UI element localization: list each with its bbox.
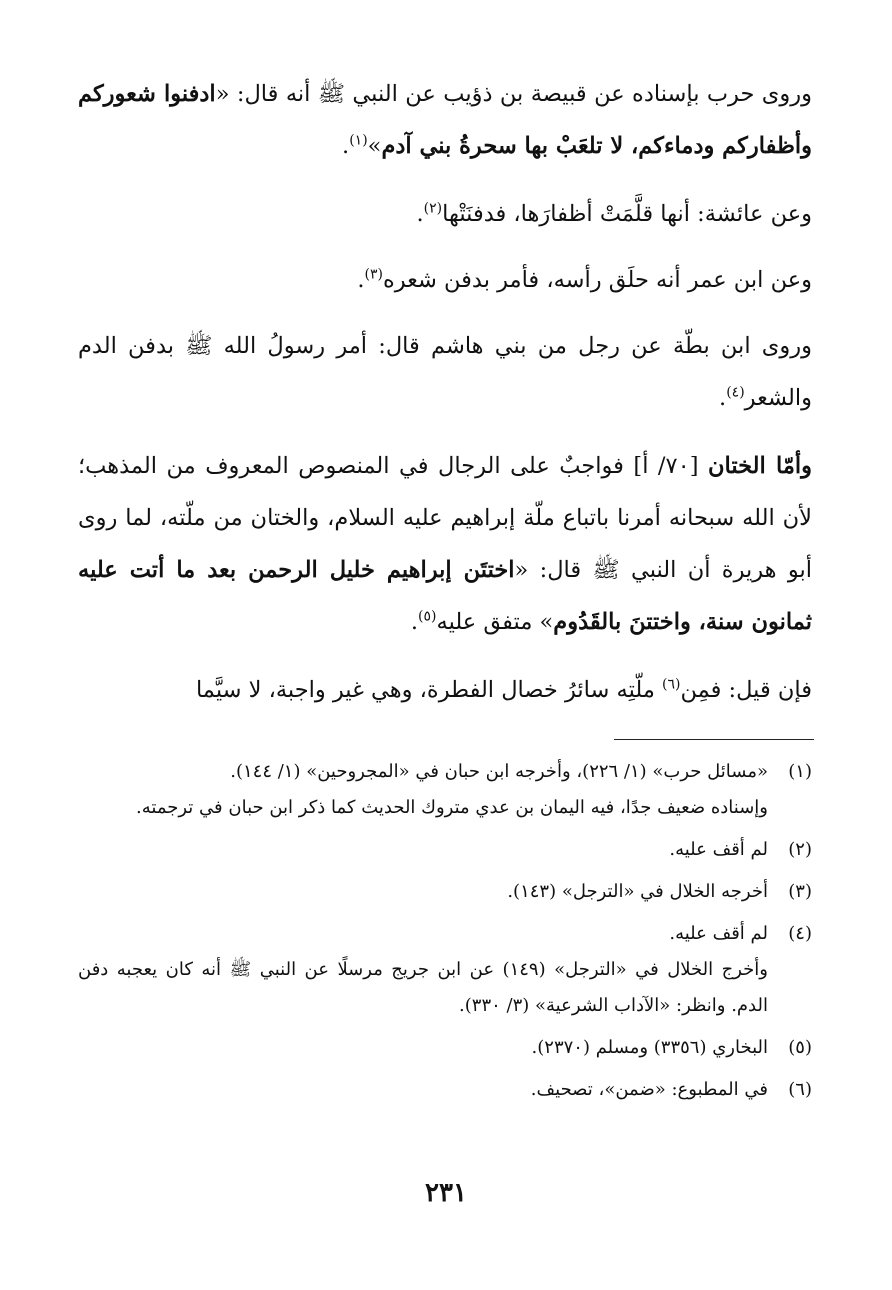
paragraph-ibn-batta xyxy=(78,320,812,424)
page-number: ٢٣١ xyxy=(425,1178,467,1208)
period: . xyxy=(719,385,727,411)
footnote-line: البخاري (٣٣٥٦) ومسلم (٢٣٧٠). xyxy=(531,1037,768,1058)
footnote-line: وأخرج الخلال في «الترجل» (١٤٩) عن ابن جريج مرسلًا عن النبي ﷺ أنه كان يعجبه دفن الدم. وانظر: «الآداب الشرعية» (٣/ ٣٣٠). xyxy=(78,959,768,1016)
hadith-quote: اختتَن إبراهيم خليل الرحمن بعد ما أتت عليه ثمانون سنة، واختتنَ بالقَدُوم xyxy=(78,557,812,635)
section-heading: وأمّا الختان xyxy=(707,453,812,479)
footnote-number: (١) xyxy=(788,761,812,782)
text: » متفق عليه xyxy=(436,609,554,635)
footnote-ref[interactable]: (٤) xyxy=(726,384,745,401)
footnote-ref[interactable]: (٦) xyxy=(662,676,681,693)
footnote-line: في المطبوع: «ضمن»، تصحيف. xyxy=(530,1079,768,1100)
quote-close: » xyxy=(367,133,382,159)
footnote-number: (٥) xyxy=(788,1037,812,1058)
text: وروى ابن بطّة عن رجل من بني هاشم قال: أمر رسولُ الله ﷺ بدفن الدم والشعر xyxy=(78,333,812,411)
footnote-divider xyxy=(614,739,814,740)
paragraph-ibn-umar xyxy=(78,254,812,306)
text: وعن ابن عمر أنه حلَق رأسه، فأمر بدفن شعره xyxy=(382,267,812,293)
footnote-line: أخرجه الخلال في «الترجل» (١٤٣). xyxy=(507,881,768,902)
footnote-ref[interactable]: (٢) xyxy=(423,200,443,217)
footnote-number: (٣) xyxy=(788,881,812,902)
period: . xyxy=(410,609,419,635)
footnote-6 xyxy=(78,1072,812,1108)
footnote-4 xyxy=(78,916,812,1024)
footnote-ref[interactable]: (٥) xyxy=(418,608,437,625)
paragraph-circumcision xyxy=(78,440,812,648)
period: . xyxy=(342,133,350,159)
text: فإن قيل: فمِن xyxy=(680,677,812,703)
hadith-quote: ادفنوا شعوركم وأظفاركم ودماءكم، لا تلعَبْ بها سحرةُ بني آدم xyxy=(78,81,812,159)
footnote-2 xyxy=(78,832,812,868)
footnote-ref[interactable]: (١) xyxy=(349,132,368,149)
footnote-line: لم أقف عليه. xyxy=(669,839,768,860)
text: [٧٠/ أ] فواجبٌ على الرجال في المنصوص المعروف من المذهب؛ لأن الله سبحانه أمرنا باتباع ملّة إبراهيم عليه السلام، والختان من ملّته، لما روى أبو هريرة أن النبي ﷺ قال: « xyxy=(78,453,812,583)
text: وعن عائشة: أنها قلَّمَتْ أظفارَها، فدفنَتْها xyxy=(442,201,812,227)
period: . xyxy=(357,267,365,293)
footnote-1 xyxy=(78,754,812,826)
text: وروى حرب بإسناده عن قبيصة بن ذؤيب عن النبي ﷺ أنه قال: « xyxy=(215,81,813,107)
footnotes xyxy=(78,754,812,1114)
footnote-5 xyxy=(78,1030,812,1066)
main-text xyxy=(78,68,812,732)
paragraph-aisha xyxy=(78,188,812,240)
paragraph-objection xyxy=(78,664,812,716)
footnote-line: لم أقف عليه. xyxy=(669,923,768,944)
footnote-line: وإسناده ضعيف جدًا، فيه اليمان بن عدي متروك الحديث كما ذكر ابن حبان في ترجمته. xyxy=(136,797,768,818)
footnote-line: «مسائل حرب» (١/ ٢٢٦)، وأخرجه ابن حبان في «المجروحين» (١/ ١٤٤). xyxy=(230,761,768,782)
footnote-number: (٦) xyxy=(788,1079,812,1100)
period: . xyxy=(416,201,424,227)
footnote-number: (٤) xyxy=(788,923,812,944)
text: ملّتِه سائرُ خصال الفطرة، وهي غير واجبة، لا سيَّما xyxy=(195,677,663,703)
paragraph-harb xyxy=(78,68,812,172)
footnote-number: (٢) xyxy=(788,839,812,860)
footnote-3 xyxy=(78,874,812,910)
footnote-ref[interactable]: (٣) xyxy=(364,266,383,283)
